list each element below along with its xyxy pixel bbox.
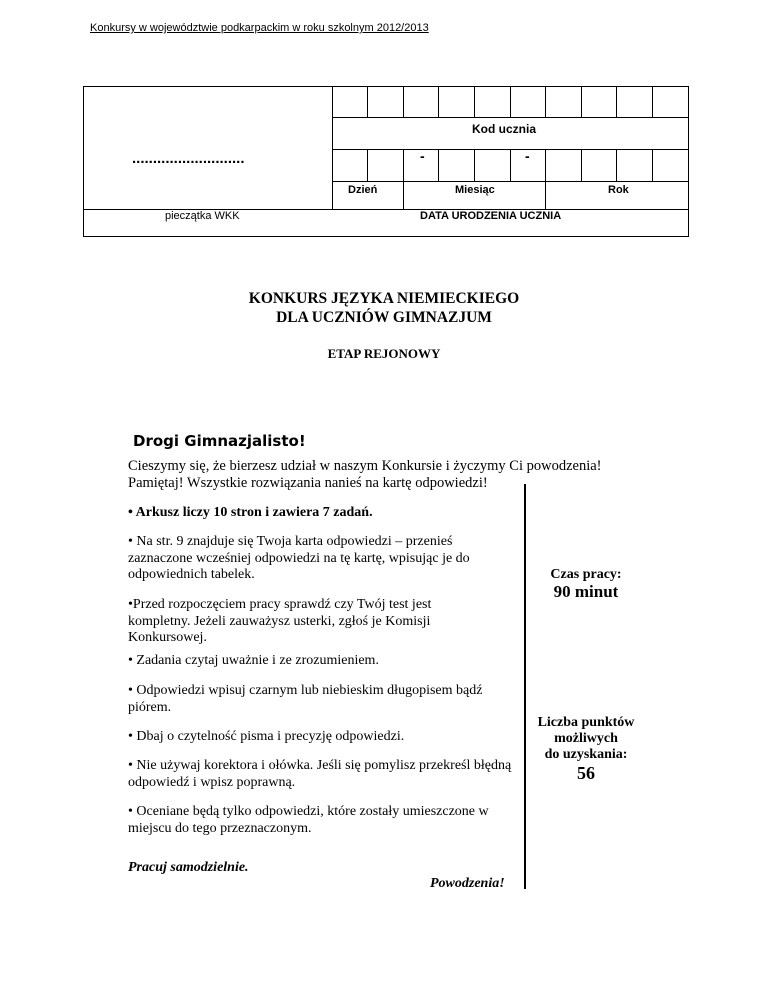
- birthdate-cell-divider: [616, 149, 617, 181]
- birthdate-cell-divider: [403, 149, 404, 181]
- points-label-3: do uzyskania:: [544, 747, 628, 762]
- student-code-cell-divider: [438, 87, 439, 117]
- birthdate-cell-divider: [367, 149, 368, 181]
- student-code-cell-divider: [510, 87, 511, 117]
- instruction-pen: • Odpowiedzi wpisuj czarnym lub niebieskim długopisem bądź piórem.: [128, 683, 483, 715]
- points-label-2: możliwych: [554, 731, 618, 746]
- page-header: Konkursy w województwie podkarpackim w roku szkolnym 2012/2013: [90, 22, 429, 34]
- instruction-no-corrector: • Nie używaj korektora i ołówka. Jeśli się pomylisz przekreśl błędną odpowiedź i wpisz poprawną.: [128, 758, 512, 790]
- greeting-line1: Cieszymy się, że bierzesz udział w naszym Konkursie i życzymy Ci powodzenia!: [128, 458, 602, 474]
- year-label: Rok: [608, 184, 629, 196]
- student-code-cell-divider: [652, 87, 653, 117]
- time-label: Czas pracy:: [550, 567, 622, 582]
- instruction-check-test: •Przed rozpoczęciem pracy sprawdź czy Twój test jest kompletny. Jeżeli zauważysz usterki, zgłoś je Komisji Konkursowej.: [128, 597, 432, 645]
- instruction-read-carefully: • Zadania czytaj uważnie i ze zrozumieniem.: [128, 653, 379, 668]
- date-label-divider: [545, 181, 546, 209]
- contest-title-line2: DLA UCZNIÓW GIMNAZJUM: [276, 309, 492, 326]
- work-alone-note: Pracuj samodzielnie.: [128, 860, 249, 875]
- column-separator: [524, 484, 526, 889]
- birthdate-cell-divider: [545, 149, 546, 181]
- birthdate-cell-divider: [581, 149, 582, 181]
- stamp-label: pieczątka WKK: [165, 210, 240, 222]
- time-value: 90 minut: [553, 582, 619, 601]
- instruction-answer-place: • Oceniane będą tylko odpowiedzi, które zostały umieszczone w miejscu do tego przeznaczonym.: [128, 804, 489, 836]
- birthdate-cell-divider: [510, 149, 511, 181]
- birthdate-cell-divider: [652, 149, 653, 181]
- student-code-cell-divider: [403, 87, 404, 117]
- student-code-cell-divider: [581, 87, 582, 117]
- stage-title: ETAP REJONOWY: [327, 346, 441, 361]
- points-label-1: Liczba punktów: [537, 715, 635, 730]
- good-luck-note: Powodzenia!: [430, 876, 505, 891]
- student-code-cell-divider: [474, 87, 475, 117]
- instruction-pages: • Arkusz liczy 10 stron i zawiera 7 zadań.: [128, 505, 373, 520]
- contest-title-line1: KONKURS JĘZYKA NIEMIECKIEGO: [248, 290, 520, 307]
- day-label: Dzień: [348, 184, 378, 196]
- greeting-line2: Pamiętaj! Wszystkie rozwiązania nanieś na kartę odpowiedzi!: [128, 475, 488, 491]
- date-label-divider: [403, 181, 404, 209]
- student-code-cell-divider: [545, 87, 546, 117]
- greeting-heading: Drogi Gimnazjalisto!: [133, 432, 306, 450]
- student-code-label: Kod ucznia: [472, 122, 537, 136]
- instruction-legibility: • Dbaj o czytelność pisma i precyzję odpowiedzi.: [128, 729, 405, 744]
- birthdate-cell-divider: [474, 149, 475, 181]
- birthdate-label: DATA URODZENIA UCZNIA: [420, 210, 562, 222]
- date-dash-2: -: [525, 148, 530, 164]
- student-code-cell-divider: [367, 87, 368, 117]
- stamp-dots: ...........................: [132, 150, 245, 167]
- date-dash-1: -: [420, 148, 425, 164]
- student-code-cell-divider: [616, 87, 617, 117]
- month-label: Miesiąc: [455, 184, 495, 196]
- birthdate-cell-divider: [438, 149, 439, 181]
- points-value: 56: [577, 763, 595, 783]
- instruction-answer-card: • Na str. 9 znajduje się Twoja karta odpowiedzi – przenieś zaznaczone wcześniej odpowiedzi na tę kartę, wpisując je do odpowiednich tabelek.: [128, 534, 470, 582]
